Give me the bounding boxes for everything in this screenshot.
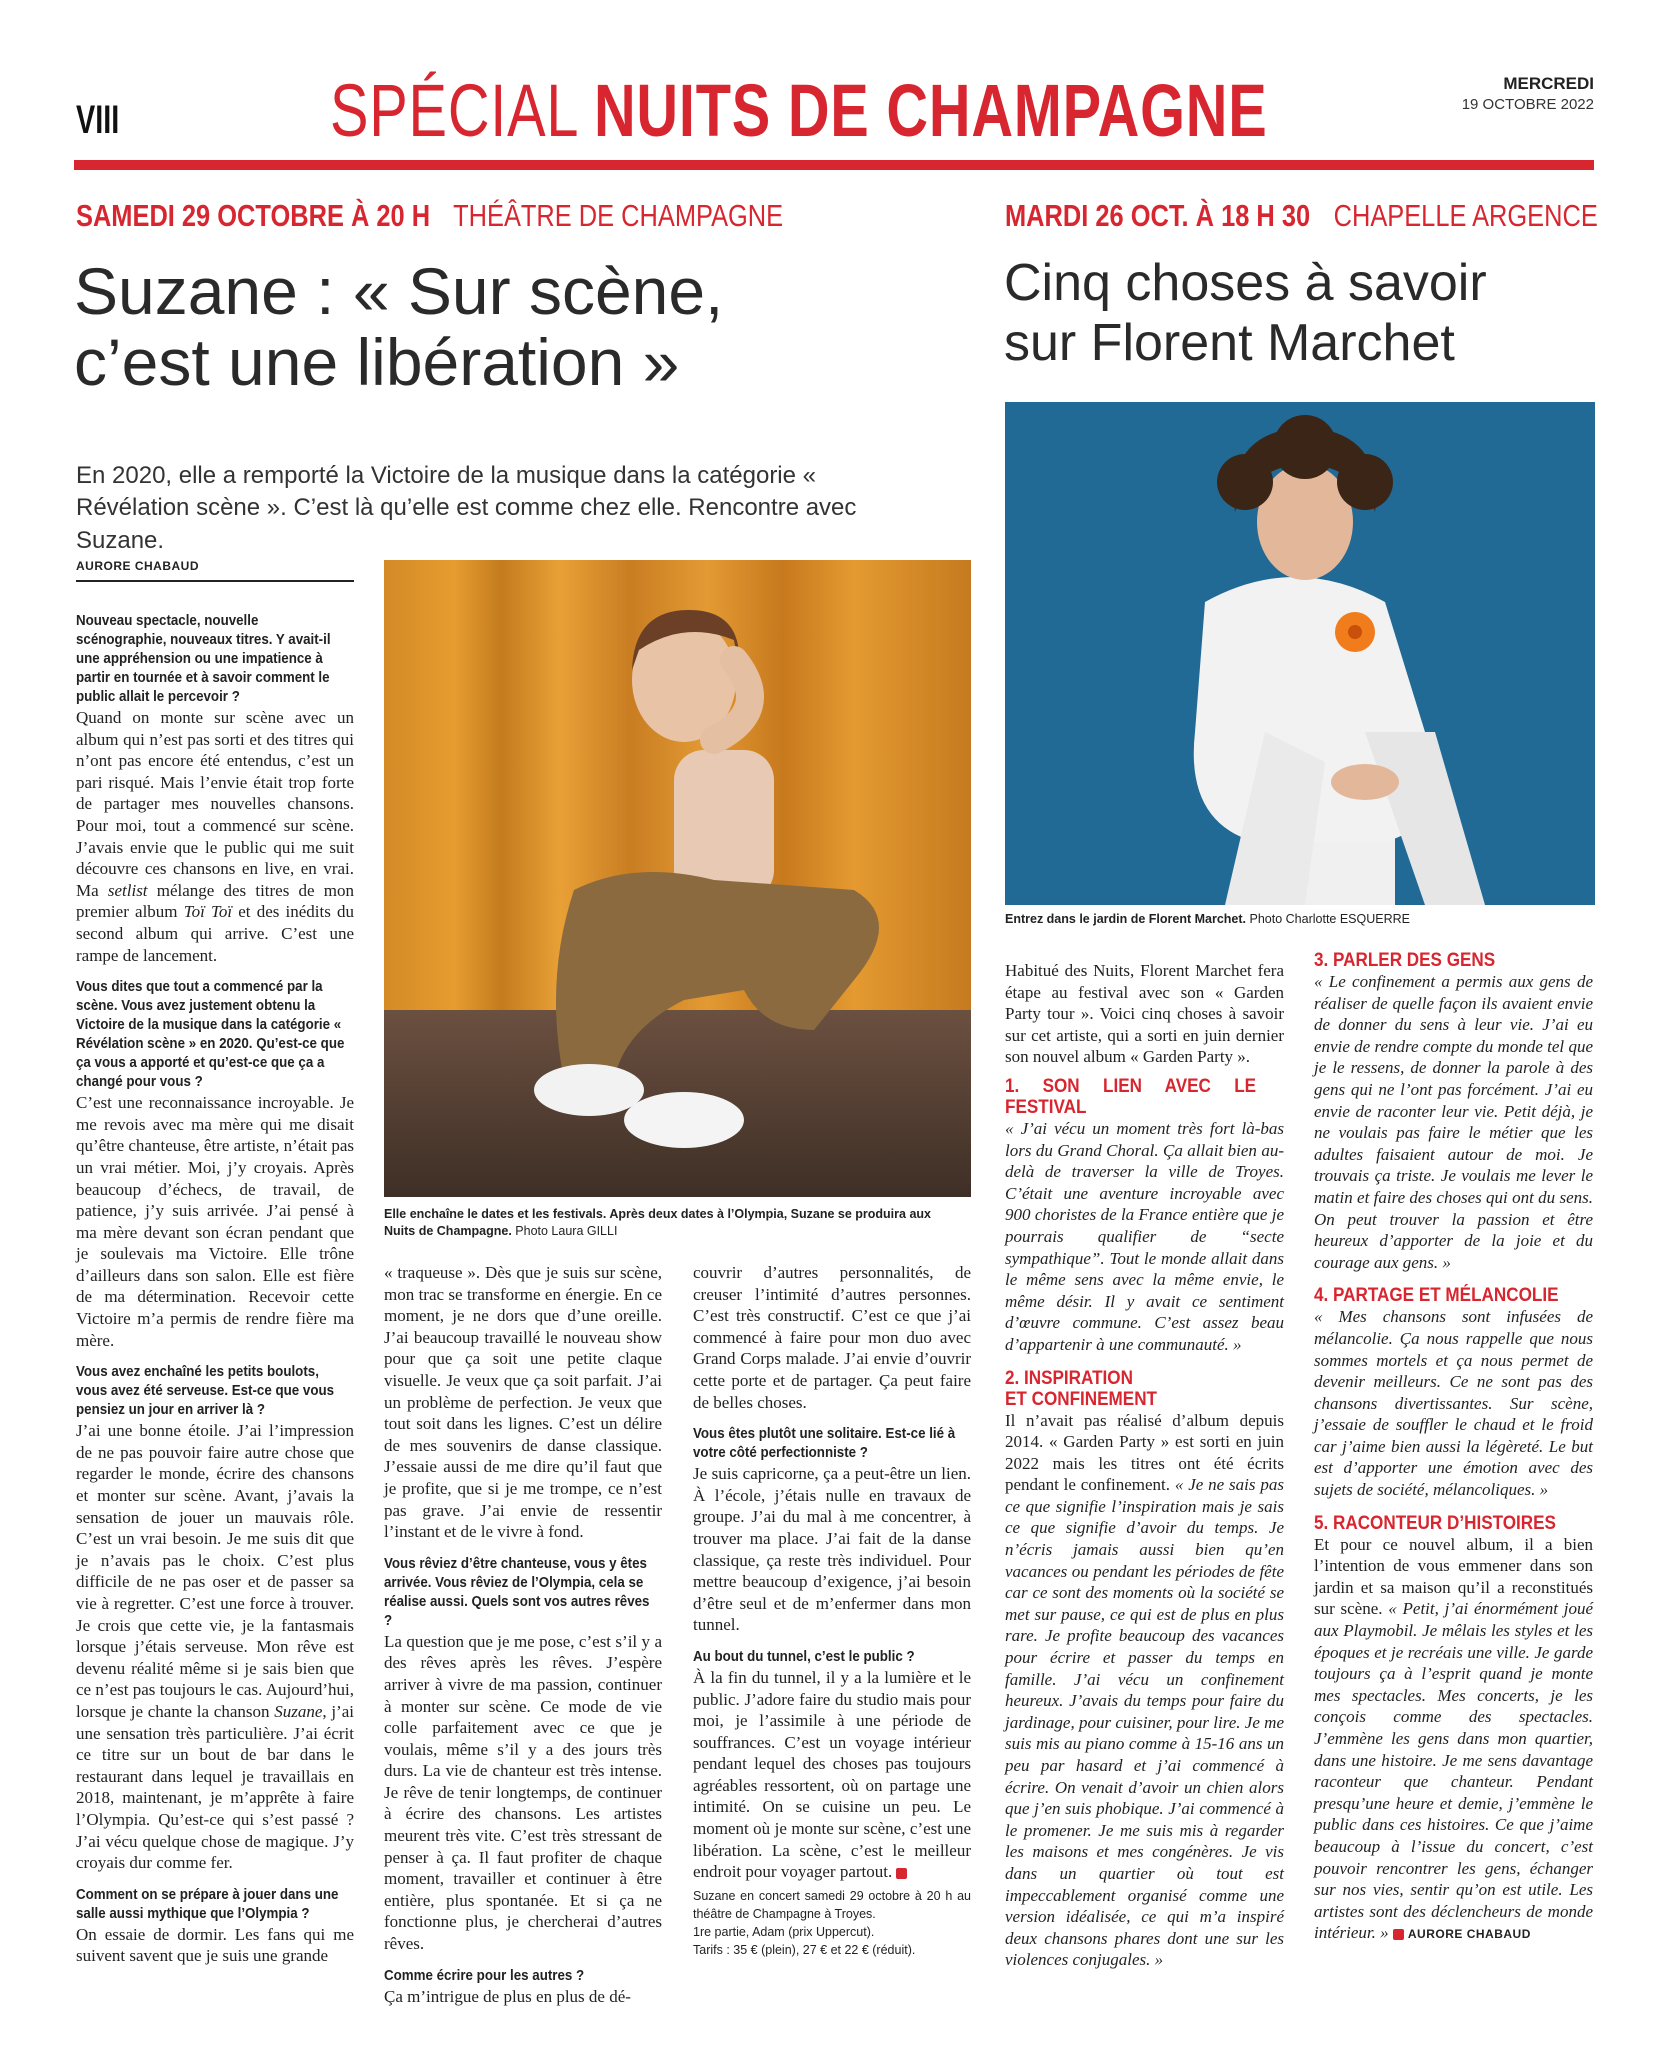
section-heading — [1005, 1368, 1256, 1410]
question: Au bout du tunnel, c’est le public ? — [693, 1648, 915, 1665]
question: Vous rêviez d’être chanteuse, vous y êtes arrivée. Vous rêviez de l’Olympia, cela se réalise aussi. Quels sont vos autres rêves ? — [384, 1555, 650, 1629]
answer-text: C’est une reconnaissance incroyable. Je me revois avec ma mère qui me disait qu’être chanteuse, être artiste, n’était pas un vrai métier. Moi, j’y croyais. Après beaucoup d’échecs, de travail, de patience, j’y suis arrivée. J’ai pensé à ma mère devant son écran pendant que je soulevais ma Victoire. Elle trône d’ailleurs dans son salon. Elle est fière de ma détermination. Recevoir cette Victoire m’a permis de rendre fière ma mère. — [76, 1093, 355, 1350]
right-headline-line2: sur Florent Marchet — [1004, 313, 1455, 372]
right-kicker-place: CHAPELLE ARGENCE — [1333, 198, 1598, 233]
song-title: Suzane — [274, 1701, 323, 1721]
right-kicker — [1005, 198, 1598, 234]
issue-day: MERCREDI — [1503, 74, 1594, 93]
left-column-3 — [693, 1262, 971, 1959]
right-headline — [1004, 254, 1487, 374]
suzane-photo-illustration — [384, 560, 971, 1197]
right-column-1 — [1005, 960, 1284, 1983]
question: Vous avez enchaîné les petits boulots, vous avez été serveuse. Est-ce que vous pensiez un jour en arriver là ? — [76, 1364, 335, 1419]
right-headline-line1: Cinq choses à savoir — [1004, 254, 1487, 312]
concert-info-line: Suzane en concert samedi 29 octobre à 20 h au théâtre de Champagne à Troyes. — [693, 1888, 971, 1921]
suzane-photo-caption — [384, 1206, 964, 1240]
left-chapo: En 2020, elle a remporté la Victoire de la musique dans la catégorie « Révélation scène ». C’est là qu’elle est comme chez elle. Rencontre avec Suzane. — [76, 462, 857, 554]
answer-text: Ça m’intrigue de plus en plus de dé- — [384, 1986, 631, 2006]
quote-text: « Je ne sais pas ce que signifie l’inspiration mais je sais ce que signifie d’avoir du temps. Je n’écris jamais aussi bien qu’en vacances ou pendant les périodes de fête car ce sont des moments où la société se met sur pause, ce qui est de plus en plus rare. Je profite beaucoup des vacances pour écrire et passer du temps en famille. J’ai vécu un confinement heureux. J’avais du temps pour faire du jardinage, pour cuisiner, pour lire. Je me suis mis au piano comme à 15-16 ans un peu par hasard et j’ai commencé à écrire. On venait d’avoir un chien alors que j’en suis phobique. J’ai commencé à le promener. Je me suis mis à regarder les maisons et mes congénères. Je vis dans un quartier où tout est impeccablement organisé comme une version idéalisée, ce qui m’a inspiré deux chansons phares dont une sur les violences conjugales. » — [1005, 1475, 1284, 1970]
section-heading-line: 2. INSPIRATION — [1005, 1367, 1133, 1389]
question: Vous êtes plutôt une solitaire. Est-ce lié à votre côté perfectionniste ? — [693, 1426, 956, 1462]
left-headline-line1: Suzane : « Sur scène, — [74, 254, 724, 328]
quote-text: « Le confinement a permis aux gens de réaliser de quelle façon ils avaient envie de donner du sens à leur vie. J’ai eu envie de rendre compte du monde tel que je le ressens, de donner la parole à des gens qui ne l’ont pas forcément. J’ai eu envie de raconter leur vie. Petit déjà, je ne voulais pas faire le métier que les adultes faisaient autour de moi. Je trouvais ça triste. Je voulais me lever le matin et faire des choses qui ont du sens. On peut trouver la passion et être heureux d’apporter de la joie et du courage aux gens. » — [1314, 972, 1593, 1272]
question: Nouveau spectacle, nouvelle scénographie, nouveaux titres. Y avait-il une appréhension ou une impatience à partir en tournée et à savoir comment le public allait le percevoir ? — [76, 613, 331, 705]
section-masthead — [330, 68, 1268, 153]
left-column-2 — [384, 1262, 662, 2019]
quote-text: « J’ai vécu un moment très fort là-bas lors du Grand Choral. Ça allait bien au-delà de traverser la ville de Troyes. C’était une aventure incroyable avec 900 choristes de la France entière que je pourrais qualifier de “secte sympathique”. Tout le monde allait dans le même sens avec la même envie, le même désir. Il y avait ce sentiment d’œuvre commune. C’est assez beau d’appartenir à une communauté. » — [1005, 1118, 1284, 1354]
concert-info-line: Tarifs : 35 € (plein), 27 € et 22 € (réduit). — [693, 1942, 916, 1957]
right-column-2 — [1314, 950, 1593, 1958]
intro-text: Habitué des Nuits, Florent Marchet fera étape au festival avec son « Garden Party tour ». Voici cinq choses à savoir sur cet artiste, qui a sorti en juin dernier son nouvel album « Garden Party ». — [1005, 961, 1284, 1067]
answer-text: et des inédits du second album qui arrive. C’est une rampe de lancement. — [76, 902, 355, 965]
answer-text: On essaie de dormir. Les fans qui me suivent savent que je suis une grande — [76, 1924, 354, 1966]
album-title: Toï Toï — [183, 902, 233, 922]
answer-text: Quand on monte sur scène avec un album qui n’est pas sorti et des titres qui n’ont pas encore été entendus, c’est un pari risqué. Mais l’envie était trop forte de partager mes nouvelles chansons. Pour moi, tout a commencé sur scène. J’avais envie que le public qui me suit découvre ces chansons en live, en vrai. Ma — [76, 708, 354, 900]
issue-date: 19 OCTOBRE 2022 — [1461, 96, 1594, 113]
florent-marchet-photo — [1005, 402, 1595, 905]
section-heading: 5. RACONTEUR D’HISTOIRES — [1314, 1512, 1556, 1534]
answer-italic: setlist — [107, 880, 148, 900]
answer-text: , j’ai une sensation très particulière. J’ai écrit ce titre sur un bout de bar dans le restaurant dans lequel je travaillais en 2018, maintenant, je m’apprête à faire l’Olympia. Qu’est-ce qui s’est passé ? J’ai vécu quelque chose de magique. J’y croyais dur comme fer. — [76, 1701, 354, 1873]
florent-photo-caption — [1005, 911, 1595, 928]
quote-text: « Petit, j’ai énormément joué aux Playmobil. Je mêlais les styles et les époques et je recréais une ville. Je garde toujours ça à l’esprit quand je monte mes spectacles. Mes concerts, je les conçois comme des spectacles. J’emmène les gens dans mon quartier, dans une histoire. Je me sens davantage raconteur que chanteur. Pendant presqu’une heure et demie, j’emmène le public dans ces histoires. Ce que j’aime beaucoup à l’issue du concert, c’est pouvoir rencontrer les gens, échanger sur nos vies, sentir qu’on est utile. Les artistes sont des déclencheurs de monde intérieur. » — [1314, 1599, 1593, 1943]
byline-rule — [76, 580, 354, 582]
masthead-thin: SPÉCIAL — [330, 69, 578, 152]
masthead-bold: NUITS DE CHAMPAGNE — [593, 69, 1268, 152]
caption-text: Entrez dans le jardin de Florent Marchet. — [1005, 912, 1247, 926]
right-kicker-date: MARDI 26 OCT. À 18 H 30 — [1005, 198, 1311, 233]
left-kicker-place: THÉÂTRE DE CHAMPAGNE — [453, 198, 784, 233]
question: Comme écrire pour les autres ? — [384, 1967, 585, 1984]
suzane-photo — [384, 560, 971, 1197]
answer-text: À la fin du tunnel, il y a la lumière et le public. J’adore faire du studio mais pour moi, je l’assimile à une période de souffrances. C’est un voyage intérieur pendant lequel des choses pas toujours agréables ressortent, où on partage une intimité. On se cuisine un peu. Le moment où je monte sur scène, c’est une libération. La scène, c’est le meilleur endroit pour voyager partout. — [693, 1667, 971, 1882]
photo-credit: Photo Laura GILLI — [515, 1224, 618, 1238]
answer-text: couvrir d’autres personnalités, de creuser l’intimité d’autres personnes. C’est très constructif. C’est ce que j’ai commencé à faire pour mon duo avec Grand Corps malade. J’ai envie d’ouvrir cette porte et de partager. Ça peut faire de belles choses. — [693, 1263, 971, 1412]
section-heading: 3. PARLER DES GENS — [1314, 950, 1496, 971]
section-heading: 1. SON LIEN AVEC LE FESTIVAL — [1005, 1075, 1257, 1118]
left-kicker-date: SAMEDI 29 OCTOBRE À 20 H — [76, 198, 431, 233]
left-column-1 — [76, 612, 354, 1979]
left-headline — [74, 256, 723, 399]
section-heading: 4. PARTAGE ET MÉLANCOLIE — [1314, 1285, 1559, 1307]
left-kicker — [76, 198, 783, 234]
page-folio: VIII — [76, 98, 120, 142]
body-text: Il n’avait pas réalisé d’album depuis 2014. « Garden Party » est sorti en juin 2022 mais les titres ont été écrits pendant le confinement. — [1005, 1410, 1284, 1495]
answer-text: mélange des titres de mon premier album — [76, 880, 354, 922]
body-text: Et pour ce nouvel album, il a bien l’intention de vous emmener dans son jardin et sa maison qu’il a reconstitués sur scène. — [1314, 1534, 1593, 1619]
answer-text: J’ai une bonne étoile. J’ai l’impression de ne pas pouvoir faire autre chose que regarder le monde, écrire des chansons et monter sur scène. Avant, j’avais la sensation de jouer un mauvais rôle. C’est un vrai besoin. Je me suis dit que je n’avais pas le choix. C’est plus difficile de ne pas oser et de passer sa vie à regretter. C’est une force à trouver. Je crois que cette vie, je la fantasmais lorsque j’étais serveuse. Mon rêve est devenu réalité même si je sais bien que ce n’est pas toujours le cas. Aujourd’hui, lorsque je chante la chanson — [76, 1421, 354, 1721]
end-mark-icon — [1393, 1929, 1404, 1940]
caption-text: Elle enchaîne le dates et les festivals. Après deux dates à l’Olympia, Suzane se produira aux Nuits de Champagne. — [384, 1207, 931, 1238]
concert-info — [693, 1887, 971, 1959]
left-headline-line2: c’est une libération » — [74, 325, 680, 400]
author-signature: AURORE CHABAUD — [1407, 1927, 1531, 1942]
question: Comment on se prépare à jouer dans une salle aussi mythique que l’Olympia ? — [76, 1886, 339, 1922]
concert-info-line: 1re partie, Adam (prix Uppercut). — [693, 1924, 875, 1939]
header-rule — [74, 160, 1594, 170]
section-heading-line: ET CONFINEMENT — [1005, 1388, 1158, 1410]
florent-photo-illustration — [1005, 402, 1595, 905]
answer-text: La question que je me pose, c’est s’il y a des rêves après les rêves. J’espère arriver à vivre de ma passion, continuer à monter sur scène. Ce mode de vie colle parfaitement avec ce que je voulais, même s’il y a des jours très durs. La vie de chanteur est très intense. Je rêve de tenir longtemps, de continuer à écrire des chansons. Les artistes meurent très vite. C’est très stressant de penser à ça. Il faut profiter de chaque moment, travailler et continuer à être entière, plus spontanée. Et si ça ne fonctionne plus, je chercherai d’autres rêves. — [384, 1631, 662, 1954]
answer-text: Je suis capricorne, ça a peut-être un lien. À l’école, j’étais nulle en travaux de groupe. J’ai du mal à me concentrer, à trouver ma place. J’ai fait de la danse classique, ça reste très individuel. Pour mettre beaucoup d’exigence, j’ai besoin d’être seul et de m’enfermer dans mon tunnel. — [693, 1464, 971, 1635]
photo-credit: Photo Charlotte ESQUERRE — [1249, 912, 1411, 926]
quote-text: « Mes chansons sont infusées de mélancolie. Ça nous rappelle que nous sommes mortels et ça nous permet de devenir meilleurs. Ce ne sont pas des chansons divertissantes. Sur scène, j’essaie de souffler le chaud et le froid car j’aime bien aussi la légèreté. Le but est d’apporter une émotion avec des sujets de société, mélancoliques. » — [1314, 1307, 1593, 1500]
left-byline: AURORE CHABAUD — [76, 559, 199, 573]
answer-text: « traqueuse ». Dès que je suis sur scène, mon trac se transforme en énergie. En ce moment, je ne dors que d’une oreille. J’ai beaucoup travaillé le nouveau show pour que ça soit une petite claque visuelle. Je veux que ça soit parfait. J’ai un problème de perfection. Je veux que tout soit dans les lignes. C’est un délire de mes souvenirs de danse classique. J’essaie aussi de me dire qu’il faut que je profite, que si je me trompe, ce n’est pas grave. J’ai envie de ressentir l’instant et de le vivre à fond. — [384, 1263, 662, 1542]
question: Vous dites que tout a commencé par la scène. Vous avez justement obtenu la Victoire de la musique dans la catégorie « Révélation scène » en 2020. Qu’est-ce que ça vous a apporté et qu’est-ce que ça a changé pour vous ? — [76, 979, 345, 1091]
end-mark-icon — [896, 1868, 907, 1879]
